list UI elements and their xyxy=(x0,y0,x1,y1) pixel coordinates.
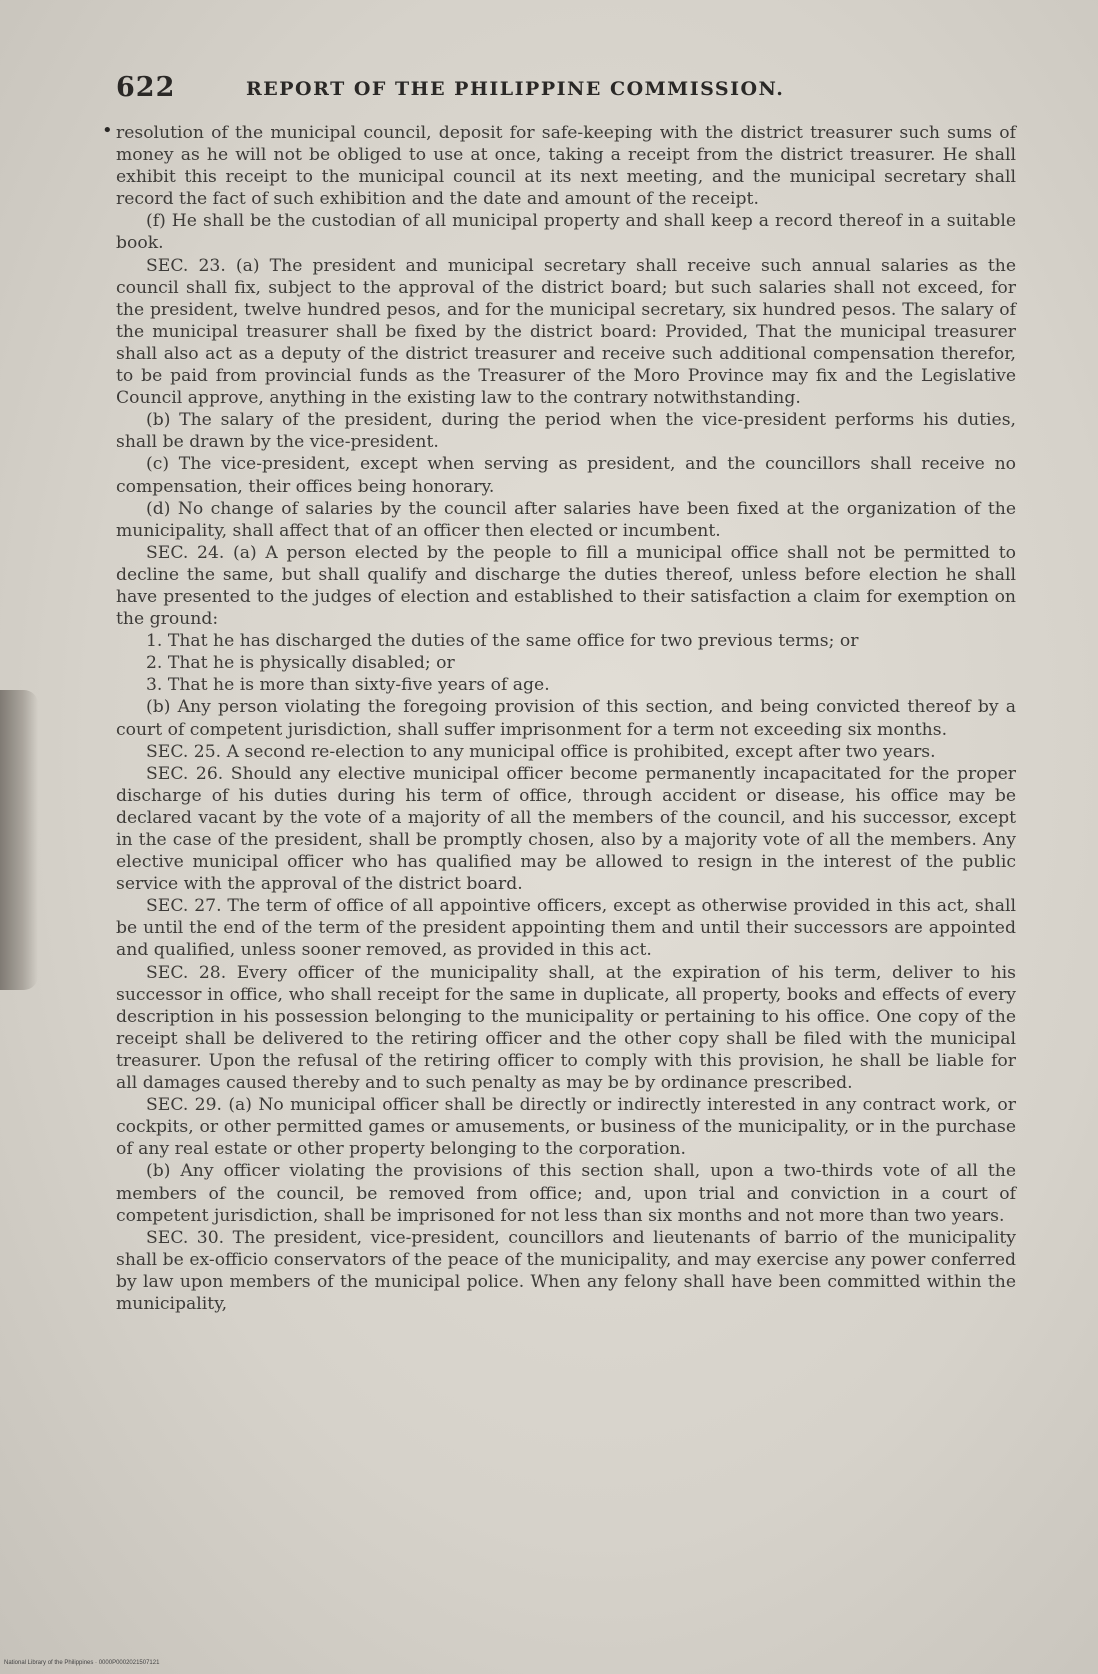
page-header xyxy=(116,72,1016,112)
paragraph-sec-24b: (b) Any person violating the foregoing provision of this section, and being convicted thereof by a court of competent jurisdiction, shall suffer imprisonment for a term not exceeding six months. xyxy=(116,697,1016,740)
list-item-ground-1: 1. That he has discharged the duties of the same office for two previous terms; or xyxy=(146,631,859,652)
paragraph-sec-26: SEC. 26. Should any elective municipal officer become permanently incapacitated for the proper discharge of his duties during his term of office, through accident or disease, his office may be declared vacant by the vote of a majority of all the members of the council, and his successor, except in the case of the president, shall be promptly chosen, also by a majority vote of all the members. Any elective municipal officer who has qualified may be allowed to resign in the interest of the public service with the approval of the district board. xyxy=(116,763,1016,895)
list-item-ground-3: 3. That he is more than sixty-five years of age. xyxy=(146,675,550,696)
body-text xyxy=(102,120,1016,1315)
paragraph-sec-23c: (c) The vice-president, except when serving as president, and the councillors shall receive no compensation, their offices being honorary. xyxy=(116,454,1016,497)
paragraph-sec-23a: SEC. 23. (a) The president and municipal secretary shall receive such annual salaries as the council shall fix, subject to the approval of the district board; but such salaries shall not exceed, for the president, twelve hundred pesos, and for the municipal secretary, six hundred pesos. The salary of the municipal treasurer shall be fixed by the district board: Provided, That the municipal treasurer shall also act as a deputy of the district treasurer and receive such additional compensation therefor, to be paid from provincial funds as the Treasurer of the Moro Province may fix and the Legislative Council approve, anything in the existing law to the contrary notwithstanding. xyxy=(116,255,1016,409)
paragraph-sec-29b: (b) Any officer violating the provisions of this section shall, upon a two-thirds vote of all the members of the council, be removed from office; and, upon trial and conviction in a court of competent jurisdiction, shall be imprisoned for not less than six months and not more than two years. xyxy=(116,1161,1016,1226)
page-number: 622 xyxy=(116,72,176,103)
margin-mark-icon: • xyxy=(102,120,113,141)
list-item-ground-2: 2. That he is physically disabled; or xyxy=(146,653,455,674)
paragraph-sec-30: SEC. 30. The president, vice-president, councillors and lieutenants of barrio of the municipality shall be ex-officio conservators of the peace of the municipality, and may exercise any power conferred by law upon members of the municipal police. When any felony shall have been committed within the municipality, xyxy=(116,1227,1016,1314)
footer-credit: National Library of the Philippines · 0000P0002021507121 xyxy=(4,1660,160,1666)
running-head: REPORT OF THE PHILIPPINE COMMISSION. xyxy=(246,78,785,100)
paragraph-continued: resolution of the municipal council, deposit for safe-keeping with the district treasurer such sums of money as he will not be obliged to use at once, taking a receipt from the district treasurer. He shall exhibit this receipt to the municipal council at its next meeting, and the municipal secretary shall record the fact of such exhibition and the date and amount of the receipt. xyxy=(116,123,1016,210)
paragraph-sec-27: SEC. 27. The term of office of all appointive officers, except as otherwise provided in this act, shall be until the end of the term of the president appointing them and until their successors are appointed and qualified, unless sooner removed, as provided in this act. xyxy=(116,896,1016,961)
page-binding-edge xyxy=(0,690,38,990)
paragraph-sec-24a: SEC. 24. (a) A person elected by the people to fill a municipal office shall not be permitted to decline the same, but shall qualify and discharge the duties thereof, unless before election he shall have presented to the judges of election and established to their satisfaction a claim for exemption on the ground: xyxy=(116,542,1016,630)
paragraph-sec-23d: (d) No change of salaries by the council after salaries have been fixed at the organization of the municipality, shall affect that of an officer then elected or incumbent. xyxy=(116,498,1016,541)
paragraph-f-custodian: (f) He shall be the custodian of all municipal property and shall keep a record thereof in a suitable book. xyxy=(116,211,1016,254)
paragraph-sec-29a: SEC. 29. (a) No municipal officer shall be directly or indirectly interested in any contract work, or cockpits, or other permitted games or amusements, or business of the municipality, or in the purchase of any real estate or other property belonging to the corporation. xyxy=(116,1095,1016,1160)
paragraph-sec-25: SEC. 25. A second re-election to any municipal office is prohibited, except after two years. xyxy=(146,741,936,762)
paragraph-sec-28: SEC. 28. Every officer of the municipality shall, at the expiration of his term, deliver to his successor in office, who shall receipt for the same in duplicate, all property, books and effects of every description in his possession belonging to the municipality or pertaining to his office. One copy of the receipt shall be delivered to the retiring officer and the other copy shall be filed with the municipal treasurer. Upon the refusal of the retiring officer to comply with this provision, he shall be liable for all damages caused thereby and to such penalty as may be by ordinance prescribed. xyxy=(116,962,1016,1094)
paragraph-sec-23b: (b) The salary of the president, during the period when the vice-president performs his duties, shall be drawn by the vice-president. xyxy=(116,410,1016,453)
